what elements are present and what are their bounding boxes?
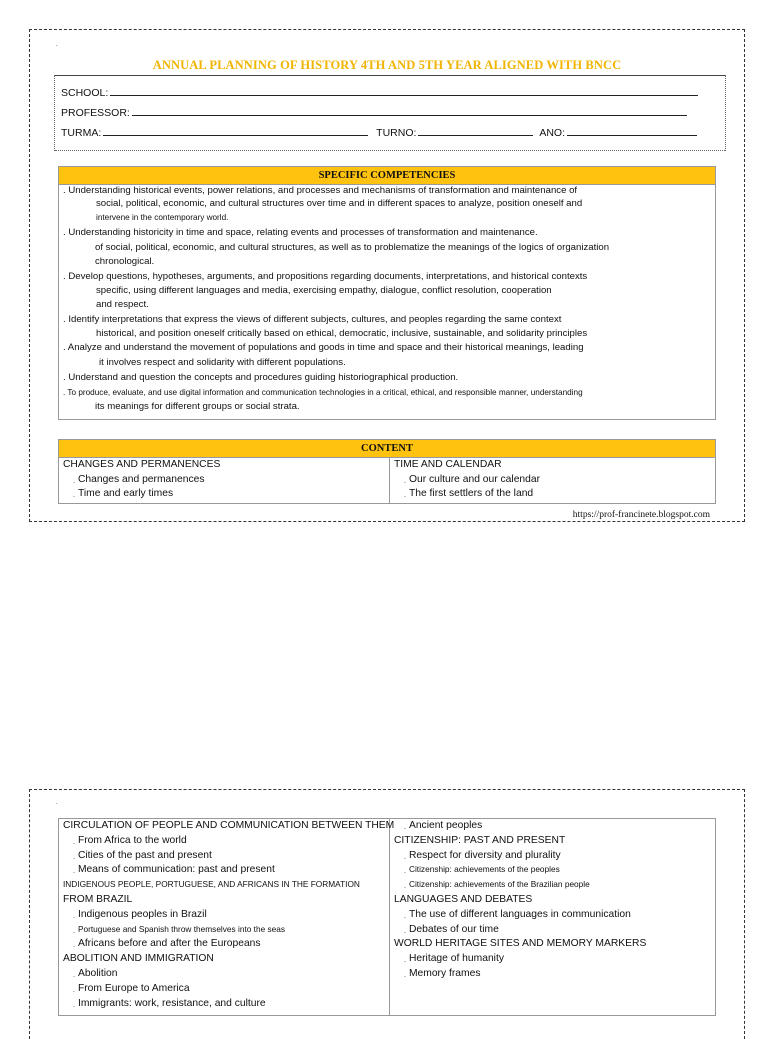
content-text: Debates of our time (408, 923, 499, 935)
ano-label: ANO: (539, 127, 566, 139)
content-item (404, 487, 533, 501)
content-item (73, 863, 275, 877)
content-text: Africans before and after the Europeans (77, 938, 261, 950)
content-heading (63, 893, 132, 906)
content-text: CHANGES AND PERMANENCES (63, 459, 221, 470)
content-left-column (59, 458, 390, 503)
competency-line: . Analyze and understand the movement of populations and goods in time and space and their historical meanings, leading (63, 342, 584, 353)
bullet-icon: . (404, 868, 406, 876)
content-item (404, 473, 540, 487)
competency-line: chronological. (95, 256, 155, 267)
content-heading (394, 458, 502, 471)
content-text: Immigrants: work, resistance, and culture (77, 997, 266, 1009)
content-heading (63, 458, 220, 471)
content-item (404, 908, 631, 922)
competency-line: . Understand and question the concepts and procedures guiding historiographical production. (63, 372, 459, 383)
content-text: From Europe to America (77, 982, 190, 994)
content-item (404, 923, 499, 937)
turma-field[interactable] (103, 125, 368, 136)
bullet-icon: . (73, 942, 75, 950)
content-item (404, 878, 590, 892)
content-heading (63, 819, 394, 832)
competency-line: specific, using different languages and media, exercising empathy, dialogue, conflict resolution, cooperation (96, 285, 552, 296)
bullet-icon: . (404, 912, 406, 920)
content-text: INDIGENOUS PEOPLE, PORTUGUESE, AND AFRICANS IN THE FORMATION (63, 879, 360, 890)
competency-line: and respect. (96, 299, 149, 310)
content-heading (394, 834, 565, 847)
content2-right-column (390, 819, 715, 1015)
content-heading (394, 937, 646, 950)
turma-label: TURMA: (61, 127, 102, 139)
document-page-1 (29, 29, 745, 522)
content-text: The first settlers of the land (408, 488, 534, 499)
content-box (58, 439, 716, 504)
page-dot-2: . (56, 800, 58, 806)
content-text: Heritage of humanity (408, 953, 504, 965)
content-item (404, 849, 561, 863)
content-item (404, 952, 504, 966)
bullet-icon: . (73, 853, 75, 861)
identification-box (54, 75, 726, 151)
bullet-icon: . (73, 868, 75, 876)
content-right-column (390, 458, 715, 503)
competency-line: historical, and position oneself critically based on ethical, democratic, inclusive, sustainable, and solidarity principles (96, 328, 588, 339)
document-page-2 (29, 789, 745, 1039)
content-item (73, 834, 187, 848)
content-text: Citizenship: achievements of the peoples (408, 864, 560, 875)
competency-line: . Understanding historicity in time and space, relating events and processes of transformation and maintenance. (63, 227, 538, 238)
competency-line: . Develop questions, hypotheses, arguments, and propositions regarding documents, interpretations, and historical contexts (63, 271, 588, 282)
turma-row (61, 125, 697, 139)
school-row (61, 85, 698, 99)
content-heading (63, 878, 360, 891)
competency-line: . Identify interpretations that express the views of different subjects, cultures, and peoples regarding the same context (63, 314, 562, 325)
competency-line: its meanings for different groups or social strata. (95, 401, 300, 412)
competency-line: it involves respect and solidarity with different populations. (99, 357, 346, 368)
content-item (73, 908, 207, 922)
content-text: Memory frames (408, 968, 481, 979)
bullet-icon: . (73, 492, 75, 499)
competencies-header: SPECIFIC COMPETENCIES (59, 167, 715, 185)
content-text: CIRCULATION OF PEOPLE AND COMMUNICATION BETWEEN THEM (63, 820, 395, 831)
content-text: Abolition (77, 968, 118, 979)
competency-line: . To produce, evaluate, and use digital information and communication technologies in a critical, ethical, and responsible manner, understanding (63, 388, 583, 397)
bullet-icon: . (73, 1001, 75, 1009)
bullet-icon: . (404, 492, 406, 499)
bullet-icon: . (404, 477, 406, 485)
bullet-icon: . (404, 957, 406, 965)
professor-label: PROFESSOR: (61, 107, 130, 119)
document-title: ANNUAL PLANNING OF HISTORY 4TH AND 5TH YEAR ALIGNED WITH BNCC (152, 58, 622, 72)
bullet-icon: . (73, 927, 75, 935)
content-item (73, 937, 261, 951)
content-text: The use of different languages in communication (408, 908, 631, 920)
turno-field[interactable] (418, 125, 533, 136)
competencies-box (58, 166, 716, 420)
bullet-icon: . (73, 838, 75, 846)
bullet-icon: . (404, 883, 406, 891)
content-text: Indigenous peoples in Brazil (77, 908, 207, 920)
content-text: Cities of the past and present (77, 849, 212, 861)
content-item (404, 863, 560, 877)
content-text: CITIZENSHIP: PAST AND PRESENT (394, 834, 566, 846)
content-item (73, 849, 212, 863)
content-text: TIME AND CALENDAR (394, 459, 502, 470)
bullet-icon: . (404, 972, 406, 979)
bullet-icon: . (73, 986, 75, 994)
turno-label: TURNO: (376, 127, 417, 139)
content-text: Time and early times (77, 488, 174, 499)
content-item (73, 923, 285, 937)
source-url[interactable]: https://prof-francinete.blogspot.com (572, 510, 710, 520)
page-dot: . (56, 42, 58, 48)
content-item (73, 473, 204, 487)
content-item (73, 967, 117, 981)
content-text: Portuguese and Spanish throw themselves into the seas (77, 923, 286, 934)
content-text: Ancient peoples (408, 820, 483, 831)
content-text: Changes and permanences (77, 473, 205, 485)
content-columns (59, 458, 715, 503)
content2-left-column (59, 819, 395, 1015)
content-item (73, 982, 190, 996)
content-text: FROM BRAZIL (63, 894, 133, 905)
professor-row (61, 105, 687, 119)
content-text: Respect for diversity and plurality (408, 849, 561, 861)
content-item (404, 819, 482, 833)
bullet-icon: . (73, 912, 75, 920)
content-text: From Africa to the world (77, 834, 187, 846)
bullet-icon: . (73, 972, 75, 979)
competency-line: of social, political, economic, and cultural structures, as well as to problematize the meanings of the logics of organization (95, 242, 610, 253)
competency-line: intervene in the contemporary world. (96, 213, 229, 222)
bullet-icon: . (404, 853, 406, 861)
school-field[interactable] (110, 85, 698, 96)
content-heading (63, 952, 214, 965)
content-header: CONTENT (59, 440, 715, 458)
school-label: SCHOOL: (61, 87, 109, 99)
competency-line: social, political, economic, and cultural structures over time and in different spaces to analyze, position oneself and (96, 198, 583, 209)
content-continuation-box (58, 818, 716, 1016)
professor-field[interactable] (132, 105, 687, 116)
content-text: WORLD HERITAGE SITES AND MEMORY MARKERS (394, 938, 647, 950)
bullet-icon: . (404, 824, 406, 831)
content-item (73, 487, 173, 501)
content-item (73, 997, 266, 1011)
ano-field[interactable] (567, 125, 697, 136)
content-text: Means of communication: past and present (77, 864, 275, 876)
content-heading (394, 893, 532, 906)
competency-line: . Understanding historical events, power relations, and processes and mechanisms of transformation and maintenance of (63, 185, 578, 196)
content-item (404, 967, 480, 981)
bullet-icon: . (73, 477, 75, 485)
bullet-icon: . (404, 927, 406, 935)
content-text: Our culture and our calendar (408, 473, 541, 485)
content-text: Citizenship: achievements of the Brazilian people (408, 879, 590, 890)
content-text: ABOLITION AND IMMIGRATION (63, 953, 214, 965)
content-text: LANGUAGES AND DEBATES (394, 894, 533, 905)
